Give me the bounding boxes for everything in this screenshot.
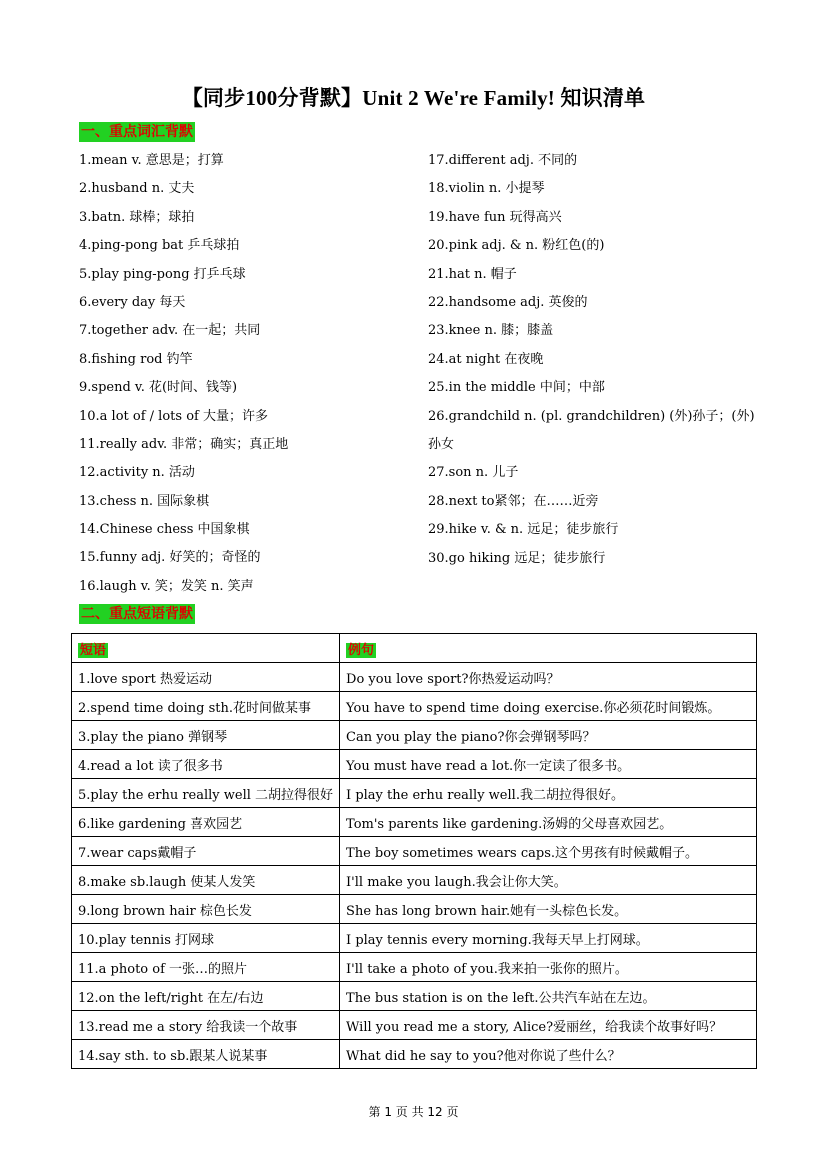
phrase-cell: 10.play tennis 打网球: [72, 924, 340, 953]
vocab-item: 10.a lot of / lots of 大量；许多: [79, 408, 268, 424]
table-row: [72, 895, 757, 924]
header-phrase: 短语: [80, 642, 107, 658]
table-row: [72, 692, 757, 721]
vocab-item: 3.batn. 球棒；球拍: [79, 209, 195, 225]
vocab-item: 8.fishing rod 钓竿: [79, 351, 193, 367]
vocab-item: 24.at night 在夜晚: [428, 351, 544, 367]
vocab-item: 1.mean v. 意思是；打算: [79, 153, 224, 168]
example-cell: Can you play the piano?你会弹钢琴吗？: [340, 721, 757, 750]
table-row: [72, 1040, 757, 1069]
phrase-cell: 9.long brown hair 棕色长发: [72, 895, 340, 924]
example-cell: She has long brown hair.她有一头棕色长发。: [340, 895, 757, 924]
table-row: [72, 1011, 757, 1040]
vocab-item: 4.ping-pong bat 乒乓球拍: [79, 238, 240, 254]
vocab-item: 9.spend v. 花(时间、钱等): [79, 380, 238, 396]
phrase-cell: 13.read me a story 给我读一个故事: [72, 1011, 340, 1040]
example-cell: Will you read me a story, Alice?爱丽丝，给我读个故事好吗？: [340, 1011, 757, 1040]
vocab-item: 14.Chinese chess 中国象棋: [79, 522, 250, 538]
table-row: [72, 982, 757, 1011]
section-heading-vocab: 一、重点词汇背默: [81, 124, 193, 140]
table-row: [72, 808, 757, 837]
table-row: [72, 721, 757, 750]
example-cell: Do you love sport?你热爱运动吗？: [340, 663, 757, 692]
vocab-item: 5.play ping-pong 打乒乓球: [79, 266, 246, 282]
vocab-item: 28.next to紧邻；在……近旁: [428, 493, 599, 509]
page-title: 【同步100分背默】Unit 2 We're Family! 知识清单: [181, 86, 646, 110]
vocab-item: 11.really adv. 非常；确实；真正地: [79, 436, 289, 452]
vocab-item: 12.activity n. 活动: [79, 465, 195, 481]
vocab-item: 15.funny adj. 好笑的；奇怪的: [79, 550, 261, 566]
example-cell: Tom's parents like gardening.汤姆的父母喜欢园艺。: [340, 808, 757, 837]
vocab-item: 7.together adv. 在一起；共同: [79, 323, 261, 339]
vocab-item: 23.knee n. 膝；膝盖: [428, 323, 554, 339]
table-row: [72, 750, 757, 779]
example-cell: The boy sometimes wears caps.这个男孩有时候戴帽子。: [340, 837, 757, 866]
vocab-item: 27.son n. 儿子: [428, 465, 519, 481]
vocab-item: 22.handsome adj. 英俊的: [428, 294, 588, 310]
table-row: [72, 866, 757, 895]
vocab-item: 21.hat n. 帽子: [428, 266, 517, 282]
header-example: 例句: [348, 642, 375, 658]
phrase-cell: 12.on the left/right 在左/右边: [72, 982, 340, 1011]
phrase-cell: 3.play the piano 弹钢琴: [72, 721, 340, 750]
table-row: [72, 663, 757, 692]
phrase-cell: 11.a photo of 一张…的照片: [72, 953, 340, 982]
phrase-cell: 8.make sb.laugh 使某人发笑: [72, 866, 340, 895]
phrase-cell: 7.wear caps戴帽子: [72, 837, 340, 866]
phrase-cell: 5.play the erhu really well 二胡拉得很好: [72, 779, 340, 808]
vocab-item: 29.hike v. & n. 远足；徒步旅行: [428, 522, 619, 538]
vocab-item: 16.laugh v. 笑；发笑 n. 笑声: [79, 578, 254, 594]
vocab-list-left: [79, 147, 409, 601]
example-cell: You must have read a lot.你一定读了很多书。: [340, 750, 757, 779]
phrase-cell: 14.say sth. to sb.跟某人说某事: [72, 1040, 340, 1069]
example-cell: I play the erhu really well.我二胡拉得很好。: [340, 779, 757, 808]
example-cell: I'll make you laugh.我会让你大笑。: [340, 866, 757, 895]
example-cell: You have to spend time doing exercise.你必须花时间锻炼。: [340, 692, 757, 721]
phrase-cell: 6.like gardening 喜欢园艺: [72, 808, 340, 837]
table-row: [72, 924, 757, 953]
vocab-item: 30.go hiking 远足；徒步旅行: [428, 550, 606, 566]
page-footer: 第 1 页 共 12 页: [368, 1105, 459, 1119]
vocab-item: 6.every day 每天: [79, 294, 186, 310]
phrase-cell: 4.read a lot 读了很多书: [72, 750, 340, 779]
table-header-row: [72, 634, 757, 663]
table-row: [72, 837, 757, 866]
example-cell: The bus station is on the left.公共汽车站在左边。: [340, 982, 757, 1011]
table-row: [72, 779, 757, 808]
vocab-item: 25.in the middle 中间；中部: [428, 380, 605, 396]
section-heading-phrases: 二、重点短语背默: [81, 606, 193, 622]
example-cell: I'll take a photo of you.我来拍一张你的照片。: [340, 953, 757, 982]
vocab-item: 19.have fun 玩得高兴: [428, 209, 562, 225]
vocab-item: 13.chess n. 国际象棋: [79, 493, 210, 509]
table-header-cell: [72, 634, 340, 663]
example-cell: I play tennis every morning.我每天早上打网球。: [340, 924, 757, 953]
phrase-cell: 2.spend time doing sth.花时间做某事: [72, 692, 340, 721]
vocab-item: 20.pink adj. & n. 粉红色(的): [428, 238, 605, 254]
phrase-cell: 1.love sport 热爱运动: [72, 663, 340, 692]
table-header-cell: [340, 634, 757, 663]
example-cell: What did he say to you?他对你说了些什么？: [340, 1040, 757, 1069]
vocab-item: 17.different adj. 不同的: [428, 153, 578, 168]
vocab-item: 2.husband n. 丈夫: [79, 181, 195, 197]
vocab-list-right: [428, 147, 758, 573]
vocab-item: 26.grandchild n. (pl. grandchildren) (外)孙子；(外)孙女: [428, 408, 755, 452]
phrase-table: [71, 633, 757, 1069]
vocab-item: 18.violin n. 小提琴: [428, 181, 545, 197]
table-row: [72, 953, 757, 982]
